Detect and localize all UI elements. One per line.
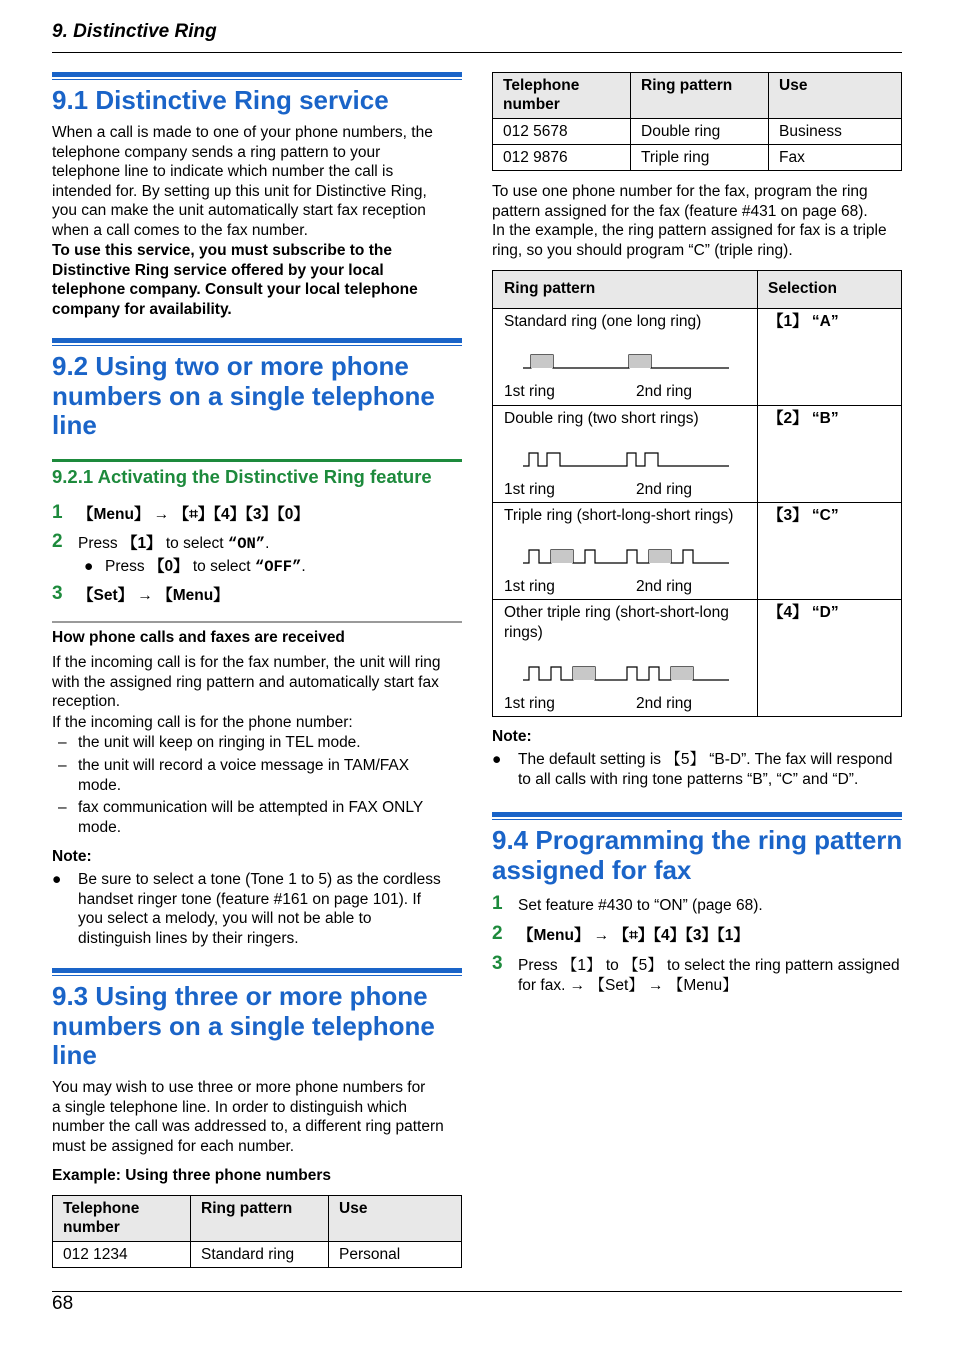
col-header: Ring pattern [191,1196,329,1242]
pattern-name: Standard ring (one long ring) [504,313,702,330]
col-header: Ring pattern [631,73,769,119]
ring-waveform-c [523,546,729,566]
sec91-body [52,123,464,319]
step-3-keys: 【Set】 → 【Menu】 [78,587,229,604]
bullet-dot: ● [492,751,502,768]
section-bar-thin [492,819,902,820]
bold-line: Distinctive Ring service offered by your local [52,261,384,279]
body-line: you can make the unit automatically start fax reception [52,202,426,219]
numbers-table-left [52,1195,462,1268]
ring-waveform-d [523,663,729,683]
header-rule [52,52,902,53]
ring-label: 1st ring [504,481,555,498]
sec93-body: You may wish to use three or more phone numbers for a single telephone line. In order to distinguish which number the call was addressed to, a different ring pattern must be assigned for each number. [52,1079,444,1155]
body-line: when a call comes to the fax number. [52,221,308,239]
col-header: Ring pattern [504,280,596,297]
table-row: 012 1234 Standard ring Personal [53,1242,462,1268]
ring-label: 2nd ring [636,578,693,595]
body-line: telephone company sends a ring pattern to your [52,143,381,161]
bold-line: telephone company. Consult your local telephone [52,281,418,298]
ring-label: 1st ring [504,695,555,712]
numbers-table-right [492,72,902,171]
pattern-name: Other triple ring (short-short-long rings) [504,604,729,641]
section-title-9-3: 9.3 Using three or more phone numbers on a single telephone line [52,981,435,1070]
section-bar [492,812,902,817]
ring-label: 2nd ring [636,695,693,712]
fax-intro: To use one phone number for the fax, program the ring pattern assigned for the fax (feature #431 on page 68). In the example, the ring pattern assigned for fax is a triple ring, so you should program “C” (triple ring). [492,183,887,259]
footer-rule [52,1291,902,1292]
pattern-selection: 【4】 “D” [768,604,839,621]
step-3-text: Press 【1】 to 【5】 to select the ring pattern assigned for fax. → 【Set】 → 【Menu】 [518,957,900,994]
col-header: Use [769,73,902,119]
section-title-9-4: 9.4 Programming the ring pattern assigned for fax [492,825,903,885]
step-1-text: Set feature #430 to “ON” (page 68). [518,897,763,914]
step-number: 3 [492,953,503,974]
note-label: Note: [492,728,532,745]
how-body: If the incoming call is for the fax number, the unit will ring with the assigned ring pattern and automatically start fax reception. If the incoming call is for the phone number: [52,654,441,731]
ring-label: 1st ring [504,578,555,595]
table-row: 012 5678 Double ring Business [493,119,902,145]
divider [52,621,462,623]
step-number: 2 [492,923,503,944]
subsection-title-9-2-1: 9.2.1 Activating the Distinctive Ring feature [52,466,432,487]
body-line: intended for. By setting up this unit for Distinctive Ring, [52,182,427,200]
pattern-selection: 【3】 “C” [768,507,839,524]
col-header: Telephone number [53,1196,191,1242]
bullet-dot: ● [84,558,94,575]
step-number: 3 [52,583,63,604]
body-line: telephone line to indicate which number the call is [52,163,394,180]
ring-label: 2nd ring [636,481,693,498]
how-title: How phone calls and faxes are received [52,629,345,646]
bullet-dot: ● [52,871,62,888]
step-1-keys: 【Menu】 → 【⌗】【4】【3】【0】 [78,506,309,523]
page-number: 68 [52,1293,74,1314]
col-header: Telephone number [493,73,631,119]
section-bar-thin [52,79,462,80]
ring-pattern-table [492,270,902,717]
step-2-keys: 【Menu】 → 【⌗】【4】【3】【1】 [518,927,749,944]
section-title-9-1: 9.1 Distinctive Ring service [52,85,389,115]
ring-waveform-b [523,449,729,469]
example-title: Example: Using three phone numbers [52,1167,332,1184]
section-bar-thin [52,975,462,976]
section-bar [52,338,462,343]
step-number: 2 [52,531,63,552]
section-bar [52,968,462,973]
step-number: 1 [52,502,63,523]
running-header: 9. Distinctive Ring [52,21,217,42]
pattern-name: Double ring (two short rings) [504,410,699,427]
note-label: Note: [52,848,92,865]
ring-label: 2nd ring [636,383,693,400]
ring-waveform-a [523,351,729,371]
subsection-bar [52,459,462,462]
col-divider [757,271,758,716]
pattern-selection: 【2】 “B” [768,410,839,427]
pattern-selection: 【1】 “A” [768,313,839,330]
col-header: Selection [768,280,837,297]
body-line: When a call is made to one of your phone numbers, the [52,124,433,141]
step-2-text: Press 【1】 to select “ON”. [78,535,270,553]
bold-line: company for availability. [52,300,232,318]
bold-line: To use this service, you must subscribe to the [52,242,392,259]
section-title-9-2: 9.2 Using two or more phone numbers on a single telephone line [52,351,435,440]
pattern-name: Triple ring (short-long-short rings) [504,507,734,524]
table-row: 012 9876 Triple ring Fax [493,145,902,171]
section-bar [52,72,462,77]
ring-label: 1st ring [504,383,555,400]
step-number: 1 [492,893,503,914]
col-header: Use [329,1196,462,1242]
section-bar-thin [52,345,462,346]
